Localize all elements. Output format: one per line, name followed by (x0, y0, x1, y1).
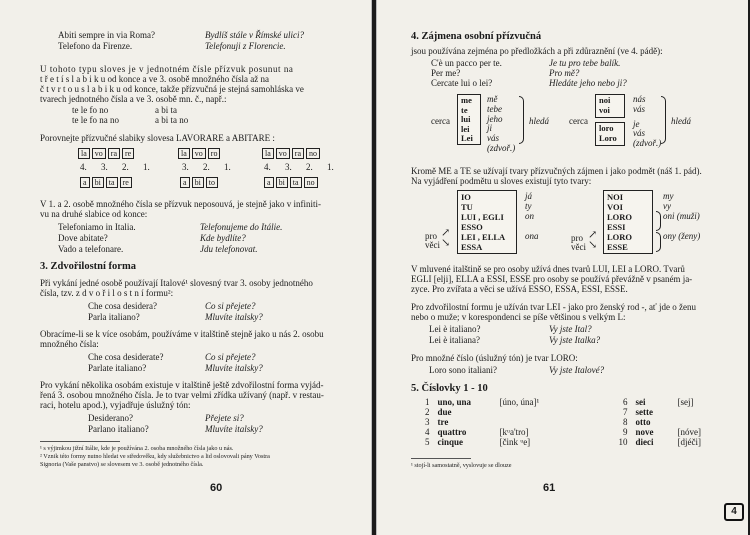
example-it: Cercate lui o lei? (431, 78, 493, 88)
paragraph-line: č t v r t o u s l a b i k u od konce, takže přízvučná je stejná samohláska ve (40, 84, 304, 94)
paragraph-line: Kromě ME a TE se užívají tvary přízvučných zájmen i jako podmět (náš 1. pád). (411, 166, 702, 176)
section-heading: 4. Zájmena osobní přízvučná (411, 31, 542, 42)
paragraph-line: Pro množné číslo (úslužný tón) je tvar LORO: (411, 353, 578, 363)
pronoun-box: me te lui lei Lei (457, 94, 481, 145)
pronoun-translations: mě tebe jeho ji vás (zdvoř.) (487, 94, 516, 153)
syllable-row: la vo ra no (262, 148, 322, 159)
example-it: Parla italiano? (88, 312, 140, 322)
cerca-label: cerca (569, 116, 588, 126)
example-it: Parlano italiano? (88, 424, 149, 434)
syllable-row: la vo ra re (78, 148, 136, 159)
table-row: 1 uno, una [úno, úna]¹ 6 sei [sej] (425, 397, 694, 407)
arrow-icon: ↘ (441, 237, 451, 249)
table-row: 2 due 7 sette (425, 407, 653, 417)
subject-pronoun-box: NOI VOI LORO ESSI LORO ESSE (603, 190, 653, 254)
syllable-row: la vo ro (178, 148, 222, 159)
page-number: 60 (210, 482, 223, 494)
paragraph-line: jsou používána zejména po předložkách a při zdůraznění (ve 4. pádě): (411, 46, 663, 56)
syllable-example: a bi ta no (155, 115, 189, 125)
paragraph-line: Pro vykání několika osobám existuje v italštině ještě zdvořilostní forma vyjád- (40, 380, 324, 390)
example-it: Dove abitate? (58, 233, 108, 243)
hleda-label: hledá (529, 116, 549, 126)
paragraph-line: V mluvené italštině se pro osoby užívá dnes tvarů LUI, LEI a LORO. Tvarů (411, 264, 685, 274)
syllable-example: te le fo no (72, 105, 109, 115)
example-cz: Co si přejete? (205, 352, 256, 362)
example-cz: Hledáte jeho nebo ji? (549, 78, 627, 88)
subject-pronoun-box: IO TU LUI , EGLI ESSO LEI , ELLA ESSA (457, 190, 517, 254)
example-cz: Přejete si? (205, 413, 244, 423)
footnote: Signoria (Vaše panstvo) se slovesem ve 3. osobě jednotného čísla. (40, 461, 204, 468)
footnote: ¹ s výjimkou jižní Itálie, kde je používána 2. osoba množného čísla jako u nás. (40, 445, 234, 452)
page-number: 61 (543, 482, 556, 494)
paragraph-line: Obracíme-li se k více osobám, používáme v italštině stejně jako u nás 2. osobu (40, 329, 324, 339)
example-it: Lei è italiana? (429, 335, 480, 345)
paragraph-line: nebo o muže; v korespondenci se píše většinou s velkým L: (411, 312, 626, 322)
footnote: ¹ stojí-li samostatně, vyslovuje se dlouze (411, 462, 512, 469)
table-row: 3 tre 8 otto (425, 417, 651, 427)
chapter-tab: 4 (724, 503, 744, 521)
example-it: Vado a telefonare. (58, 244, 124, 254)
brace (519, 96, 524, 144)
syllable-example: a bi ta (155, 105, 177, 115)
paragraph-line: čísla, tzv. z d v o ř i l o s t n í formu²: (40, 288, 174, 298)
pronoun-box: noi voi (595, 94, 625, 118)
paragraph-line: U tohoto typu sloves je v jednotném čísle přízvuk posunut na (40, 64, 294, 74)
example-cz: Bydlíš stále v Římské ulici? (205, 30, 304, 40)
pronoun-translations: nás vás je vás (zdvoř.) (633, 94, 662, 149)
footnote: ² Vznik této formy nutno hledat ve středověku, kdy služebnictvo a lid oslovovali pány Vostra (40, 453, 270, 460)
paragraph-line: zyce. Pro zvířata a věci se užívá ESSO, ESSA, ESSI, ESSE. (411, 284, 628, 294)
example-cz: Mluvíte italsky? (205, 424, 263, 434)
stress-numbers: 3. 2. 1. (182, 162, 231, 172)
cerca-label: cerca (431, 116, 450, 126)
footnote-rule (411, 458, 471, 459)
example-cz: Kde bydlíte? (200, 233, 246, 243)
pro-veci-label: pro věci (425, 231, 440, 250)
example-it: Che cosa desidera? (88, 301, 157, 311)
syllable-row: a bi ta no (264, 177, 320, 188)
pronoun-box: loro Loro (595, 122, 625, 146)
example-cz: Mluvíte italsky? (205, 312, 263, 322)
stress-numbers: 4. 3. 2. 1. (80, 162, 150, 172)
footnote-rule (40, 441, 120, 442)
example-it: Parlate italiano? (88, 363, 147, 373)
example-cz: Je tu pro tebe balík. (549, 58, 621, 68)
subject-translations: my vy oni (muži) ony (ženy) (663, 191, 701, 241)
paragraph-line: řená 3. osobou množného čísla. Je to tvar velmi zřídka užívaný (např. v restau- (40, 390, 324, 400)
arrow-icon: ↗ (441, 227, 451, 239)
example-it: Telefoniamo in Italia. (58, 222, 136, 232)
example-it: Abiti sempre in via Roma? (58, 30, 155, 40)
table-row: 5 cinque [čink ᵘe] 10 dieci [djéči] (425, 437, 701, 447)
example-cz: Vy jste Ital? (549, 324, 592, 334)
syllable-row: a bi ta re (80, 177, 134, 188)
paragraph-line: vu na druhé slabice od konce: (40, 209, 148, 219)
example-cz: Telefonujeme do Itálie. (200, 222, 283, 232)
numbers-table (421, 397, 705, 447)
paragraph-line: Porovnejte přízvučné slabiky slovesa LAVORARE a ABITARE : (40, 133, 275, 143)
example-it: C'è un pacco per te. (431, 58, 502, 68)
paragraph-line: raci, hotelu apod.), vyjadřuje úslužný tón: (40, 400, 191, 410)
paragraph-line: Při vykání jedné osobě používají Italové¹ slovesný tvar 3. osoby jednotného (40, 278, 313, 288)
arrow-icon: ↘ (588, 239, 598, 251)
example-cz: Co si přejete? (205, 301, 256, 311)
example-cz: Vy jste Italové? (549, 365, 605, 375)
example-it: Loro sono italiani? (429, 365, 497, 375)
brace (656, 232, 661, 252)
paragraph-line: Na vyjádření podmětu u sloves existují tyto tvary: (411, 176, 592, 186)
paragraph-line: Pro zdvořilostní formu je užíván tvar LEI - jako pro ženský rod -, ať jde o ženu (411, 302, 697, 312)
paragraph-line: tvarech jednotného čísla a ve 3. osobě mn. č., např.: (40, 94, 227, 104)
brace (656, 211, 661, 231)
example-it: Desiderano? (88, 413, 133, 423)
syllable-example: te le fo na no (72, 115, 119, 125)
brace (661, 96, 666, 144)
subject-translations: já ty on ona (525, 191, 539, 241)
paragraph-line: množného čísla: (40, 339, 99, 349)
right-page (376, 0, 748, 535)
example-it: Telefono da Firenze. (58, 41, 133, 51)
stress-numbers: 4. 3. 2. 1. (264, 162, 334, 172)
paragraph-line: V 1. a 2. osobě množného čísla se přízvuk neposouvá, je stejně jako v infiniti- (40, 199, 322, 209)
paragraph-line: EGLI [elji], ELLA a ESSI, ESSE pro osoby se používá převážně v psaném ja- (411, 274, 693, 284)
syllable-row: a bi to (180, 177, 220, 188)
example-it: Che cosa desiderate? (88, 352, 164, 362)
pro-veci-label: pro věci (571, 233, 586, 252)
example-it: Lei è italiano? (429, 324, 481, 334)
section-heading: 5. Číslovky 1 - 10 (411, 383, 488, 394)
hleda-label: hledá (671, 116, 691, 126)
example-cz: Pro mě? (549, 68, 580, 78)
section-heading: 3. Zdvořilostní forma (40, 261, 136, 272)
example-cz: Telefonuji z Florencie. (205, 41, 286, 51)
example-cz: Mluvíte italsky? (205, 363, 263, 373)
example-cz: Vy jste Italka? (549, 335, 601, 345)
example-cz: Jdu telefonovat. (200, 244, 258, 254)
arrow-icon: ↗ (588, 229, 598, 241)
example-it: Per me? (431, 68, 461, 78)
left-page (0, 0, 372, 535)
table-row: 4 quattro [kᵘa'tro] 9 nove [nóve] (425, 427, 701, 437)
paragraph-line: t ř e t í s l a b i k u od konce a ve 3. osobě množného čísla až na (40, 74, 269, 84)
